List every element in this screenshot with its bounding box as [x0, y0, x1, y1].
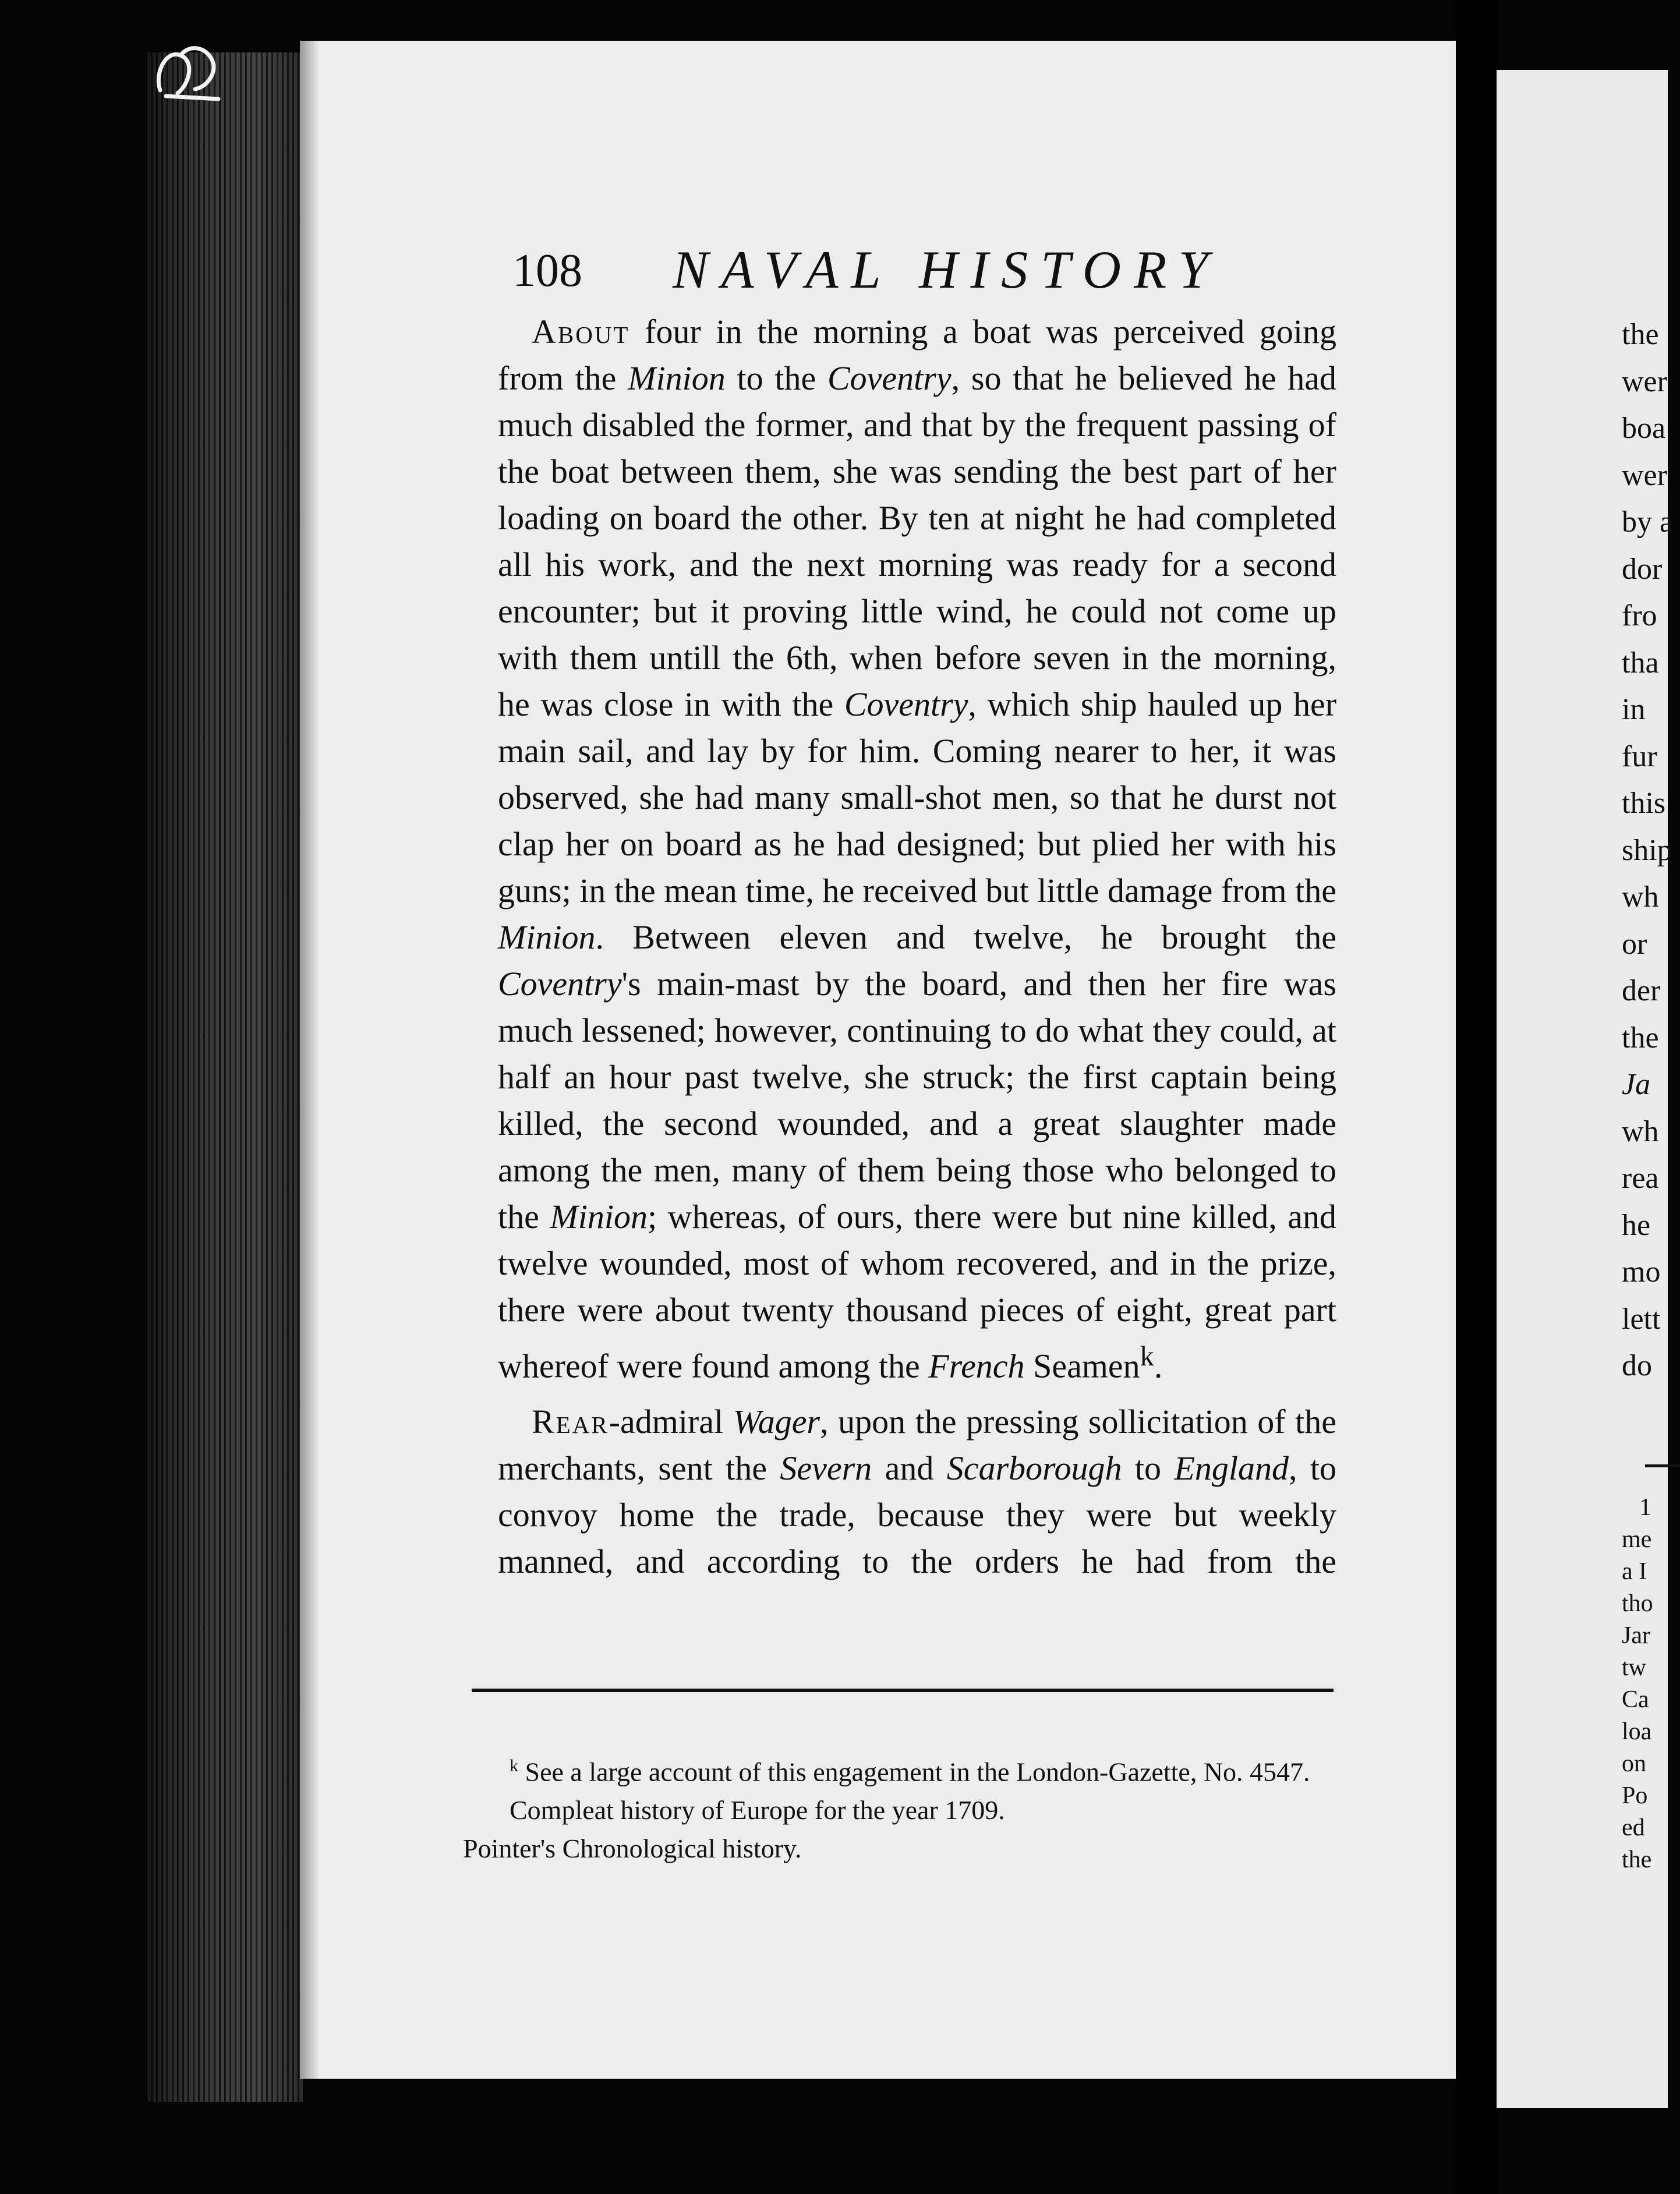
paragraph-lead-word: About: [532, 313, 630, 351]
right-page-note-fragment: me: [1622, 1526, 1652, 1553]
right-page-fragment: wh: [1622, 1114, 1659, 1148]
ship-name: Minion: [550, 1198, 648, 1236]
ship-name: Minion: [628, 359, 726, 397]
page-number: 108: [512, 245, 582, 296]
right-page-fragment: wh: [1622, 880, 1659, 914]
right-page-note-fragment: Ca: [1622, 1686, 1649, 1713]
right-page-fragment: he: [1622, 1208, 1651, 1242]
ship-name: Scarborough: [946, 1449, 1122, 1488]
right-page-fragment: ship: [1622, 833, 1672, 867]
right-page-fragment: wer: [1622, 458, 1667, 492]
paragraph-lead-word: Rear: [532, 1403, 609, 1441]
ship-name: Coventry: [844, 685, 968, 723]
main-text: [498, 309, 1336, 1585]
right-page-note-fragment: ed: [1622, 1814, 1645, 1841]
nationality: French: [928, 1347, 1025, 1385]
right-page-note-fragment: Jar: [1622, 1622, 1650, 1649]
right-page-fragment: wer: [1622, 365, 1667, 398]
right-page-note-fragment: on: [1622, 1750, 1646, 1777]
handwritten-mark: [148, 38, 230, 108]
right-page-fragment: this: [1622, 787, 1666, 820]
right-page-note-fragment: a I: [1622, 1558, 1647, 1585]
paragraph-2: Rear-admiral Wager, upon the pressing sollicitation of the merchants, sent the Severn and Scarborough to England, to convoy home the trade, because they were but weekly manned, and according to the orders he had from the: [498, 1403, 1336, 1581]
footnote-mark: k: [510, 1756, 518, 1775]
person-name: Wager: [733, 1403, 820, 1441]
right-page-fragment: by a: [1622, 505, 1674, 539]
ship-name: Minion: [498, 918, 596, 956]
right-page-fragment: tha: [1622, 646, 1659, 680]
right-page-fragment: the: [1622, 318, 1659, 351]
right-page-fragment: fur: [1622, 739, 1657, 773]
footnote-ref: k: [1140, 1341, 1154, 1372]
right-page-note-fragment: loa: [1622, 1718, 1652, 1745]
right-page-note-fragment: tho: [1622, 1590, 1653, 1617]
right-page-note-fragment: tw: [1622, 1654, 1646, 1681]
left-page: [300, 41, 1456, 2079]
right-page-fragment: fro: [1622, 599, 1657, 632]
paragraph-1: About four in the morning a boat was perceived going from the Minion to the Coventry, so that he believed he had much disabled the former, and that by the frequent passing of the boat between them, she was sending the best part of her loading on board the other. By ten at night he had completed all his work, and the next morning was ready for a second encounter; but it proving little wind, he could not come up with them untill the 6th, when before seven in the morning, he was close in with the Coventry, which ship hauled up her main sail, and lay by for him. Coming nearer to her, it was observed, she had many small-shot men, so that he durst not clap her on board as he had designed; but plied her with his guns; in the mean time, he received but little damage from the Minion. Between eleven and twelve, he brought the Coventry's main-mast by the board, and then her fire was much lessened; however, continuing to do what they could, at half an hour past twelve, she struck; the first captain being killed, the second wounded, and a great slaughter made among the men, many of them being those who belonged to the Minion; whereas, of ours, there were but nine killed, and twelve wounded, most of whom recovered, and in the prize, there were about twenty thousand pieces of eight, great part whereof were found among the French Seamen$^k$.: [498, 313, 1337, 1385]
right-page-fragment: do: [1622, 1349, 1652, 1382]
right-page-fragment: rea: [1622, 1162, 1659, 1195]
right-page-fragment: mo: [1622, 1255, 1661, 1289]
footnote-rule: [472, 1689, 1334, 1692]
right-page-note-fragment: the: [1622, 1846, 1652, 1873]
right-page-fragment: der: [1622, 974, 1661, 1007]
running-title: NAVAL HISTORY: [673, 240, 1221, 299]
book-spine-edge: [146, 52, 303, 2102]
place-name: England: [1174, 1449, 1289, 1488]
footnote: [463, 1747, 1319, 1868]
ship-name: Severn: [780, 1449, 872, 1488]
right-page-fragment: Ja: [1622, 1068, 1651, 1101]
right-page-note-fragment: Po: [1622, 1782, 1648, 1809]
right-page-edge: [1497, 70, 1674, 2108]
right-footnote-rule: [1645, 1464, 1680, 1467]
right-page-fragment: boa: [1622, 412, 1666, 445]
page-gutter: [1456, 0, 1497, 2194]
footnote-text: See a large account of this engagement in the London-Gazette, No. 4547. Compleat history of Europe for the year 1709.: [510, 1757, 1310, 1825]
right-page-fragment: in: [1622, 693, 1646, 726]
right-page-fragment: or: [1622, 927, 1647, 961]
ship-name: Coventry: [827, 359, 952, 397]
right-page-fragment: dor: [1622, 552, 1663, 586]
ship-name: Coventry: [498, 965, 622, 1003]
running-header: [300, 215, 1456, 309]
right-page-fragment: the: [1622, 1021, 1659, 1054]
right-page-fragment: lett: [1622, 1302, 1661, 1336]
right-page-note-fragment: 1: [1639, 1494, 1651, 1521]
footnote-text-2: Pointer's Chronological history.: [463, 1834, 802, 1864]
